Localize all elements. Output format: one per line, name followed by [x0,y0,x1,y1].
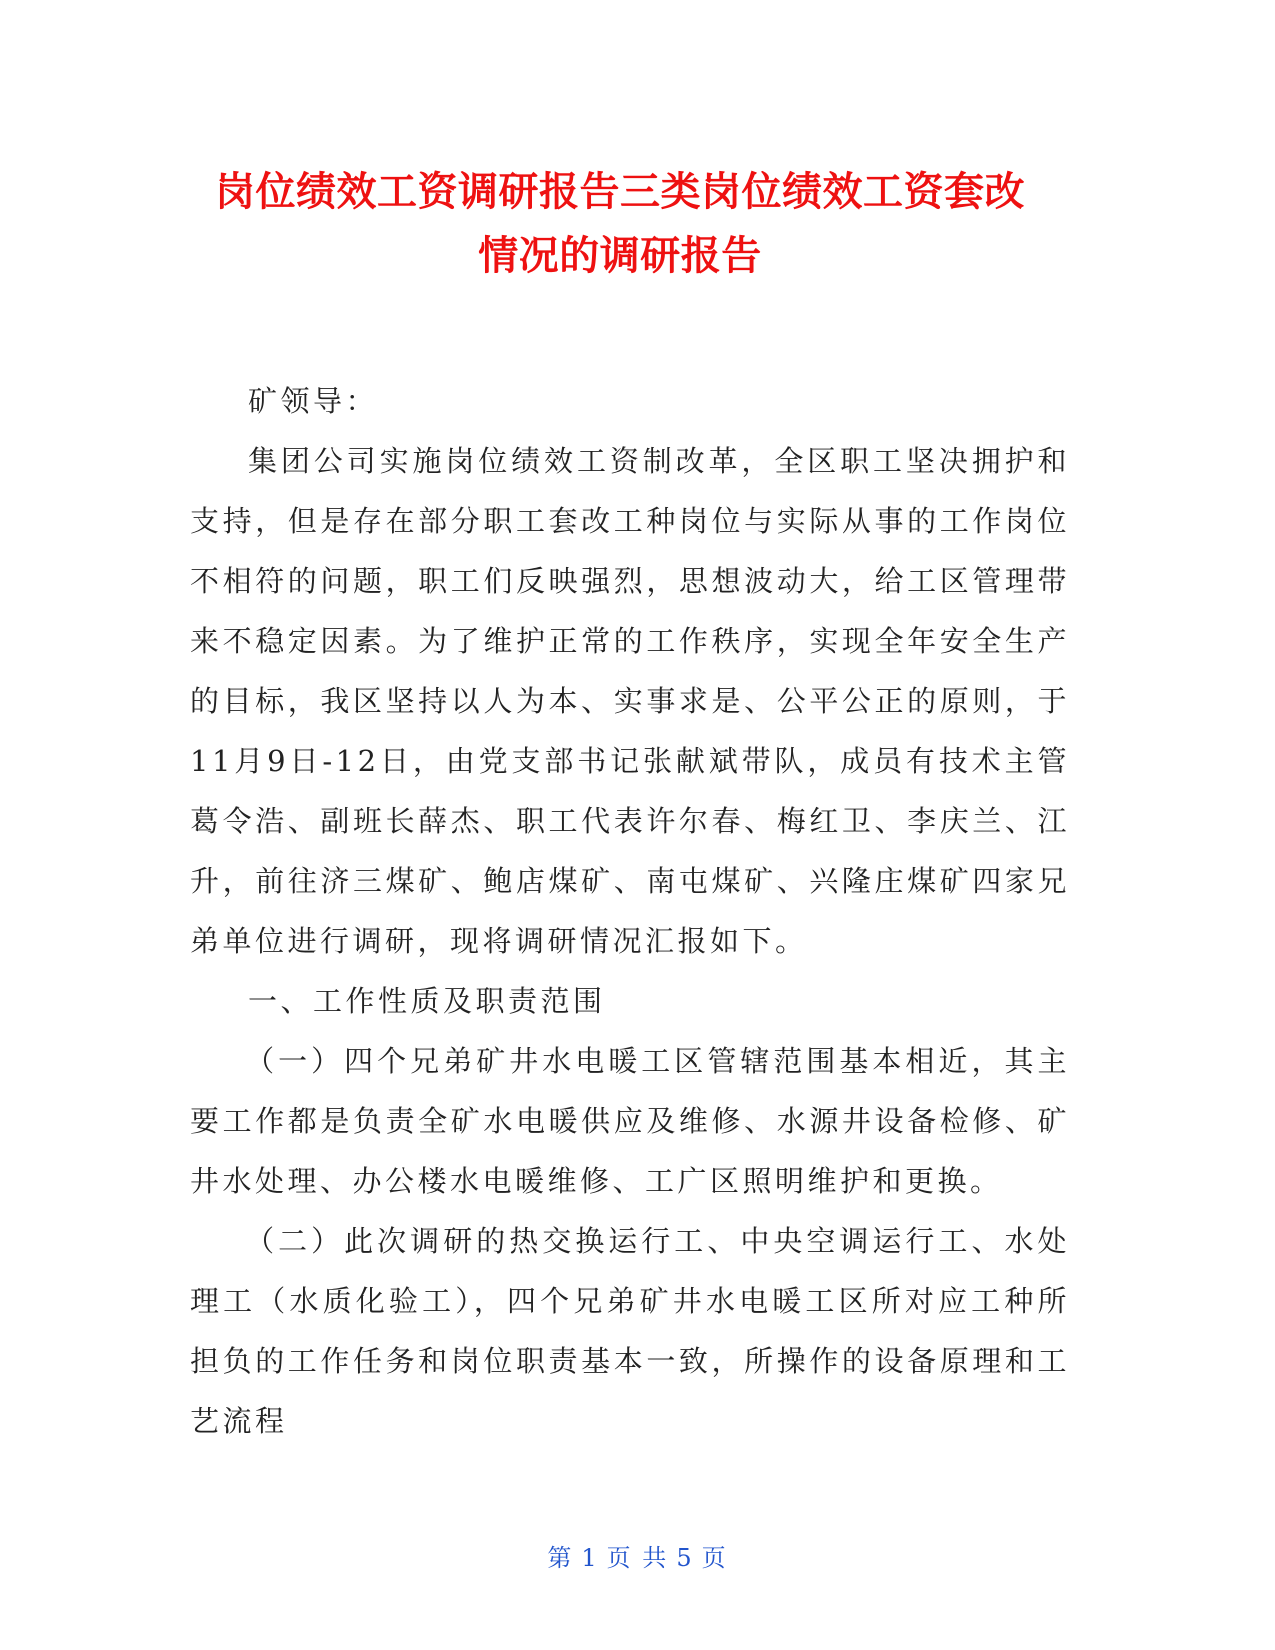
title-line-1: 岗位绩效工资调研报告三类岗位绩效工资套改 [215,169,1025,215]
title-line-2: 情况的调研报告 [478,233,762,279]
document-body [190,371,1070,1451]
total-pages-number: 5 [676,1544,694,1572]
document-title [180,160,1060,288]
section-heading: 一、工作性质及职责范围 [248,984,606,1018]
page-label-mid: 页 共 [606,1544,669,1572]
salutation: 矿领导： [248,384,379,418]
paragraph-intro: 集团公司实施岗位绩效工资制改革，全区职工坚决拥护和支持，但是存在部分职工套改工种岗位与实际从事的工作岗位不相符的问题，职工们反映强烈，思想波动大，给工区管理带来不稳定因素。为了维护正常的工作秩序，实现全年安全生产的目标，我区坚持以人为本、实事求是、公平公正的原则，于11月9日-12日，由党支部书记张献斌带队，成员有技术主管葛令浩、副班长薛杰、职工代表许尔春、梅红卫、李庆兰、江升，前往济三煤矿、鲍店煤矿、南屯煤矿、兴隆庄煤矿四家兄弟单位进行调研，现将调研情况汇报如下。 [190,444,1070,958]
page-label-prefix: 第 [547,1544,574,1572]
current-page-number: 1 [581,1544,599,1572]
paragraph-item-1: （一）四个兄弟矿井水电暖工区管辖范围基本相近，其主要工作都是负责全矿水电暖供应及维修、水源井设备检修、矿井水处理、办公楼水电暖维修、工广区照明维护和更换。 [190,1044,1070,1198]
paragraph-item-2: （二）此次调研的热交换运行工、中央空调运行工、水处理工（水质化验工），四个兄弟矿井水电暖工区所对应工种所担负的工作任务和岗位职责基本一致，所操作的设备原理和工艺流程 [190,1224,1070,1438]
page-label-suffix: 页 [701,1544,728,1572]
page-footer [0,1538,1275,1573]
